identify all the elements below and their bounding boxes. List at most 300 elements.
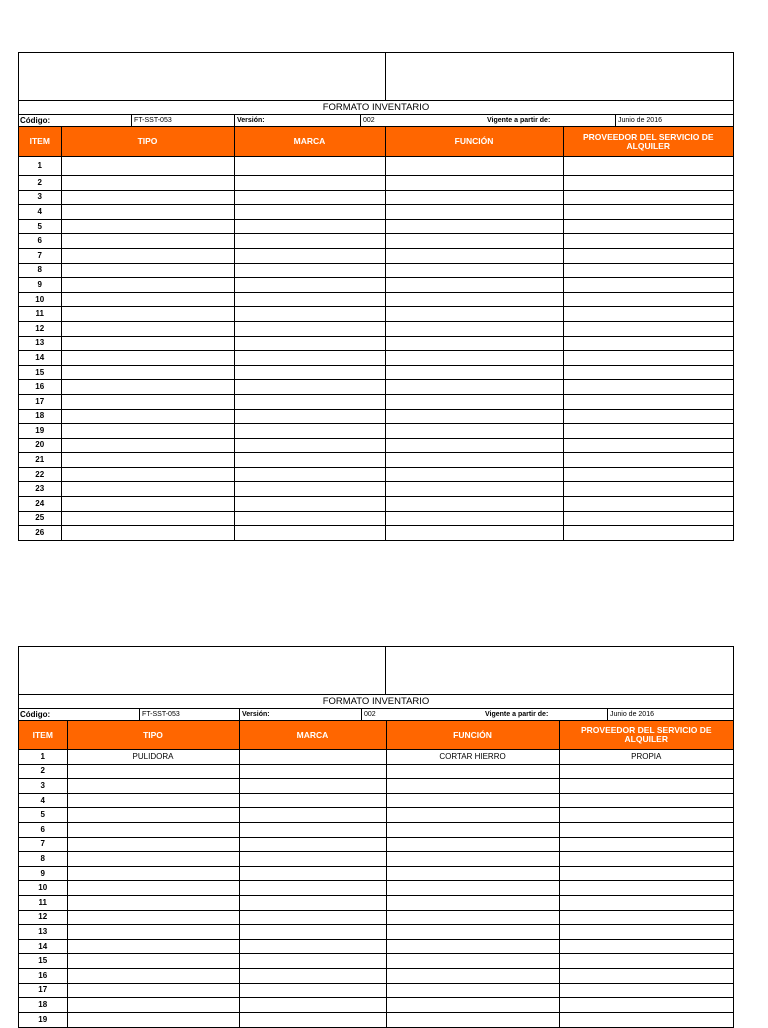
cell-tipo [61, 263, 234, 278]
cell-funcion [385, 409, 563, 424]
cell-funcion [385, 278, 563, 293]
form-title: FORMATO INVENTARIO [19, 695, 733, 709]
table-row [19, 263, 733, 278]
cell-funcion [386, 939, 559, 954]
cell-tipo [61, 365, 234, 380]
table-row [19, 351, 733, 366]
cell-marca [239, 1012, 386, 1027]
table-row [19, 336, 733, 351]
cell-item: 7 [19, 837, 67, 852]
cell-tipo [61, 292, 234, 307]
cell-marca [239, 866, 386, 881]
table-row [19, 954, 733, 969]
cell-item: 18 [19, 409, 61, 424]
cell-funcion [386, 954, 559, 969]
table-row [19, 764, 733, 779]
vigente-value: Junio de 2016 [615, 115, 733, 126]
logo-area-right [386, 647, 733, 694]
cell-marca [234, 176, 385, 191]
table-row [19, 852, 733, 867]
cell-funcion [385, 394, 563, 409]
table-row [19, 157, 733, 176]
table-row [19, 881, 733, 896]
cell-marca [239, 837, 386, 852]
version-value: 002 [361, 709, 483, 720]
cell-funcion [385, 336, 563, 351]
cell-marca [234, 263, 385, 278]
cell-proveedor [563, 205, 733, 220]
cell-proveedor [559, 852, 733, 867]
codigo-value: FT-SST-053 [131, 115, 234, 126]
cell-item: 2 [19, 764, 67, 779]
cell-funcion [385, 482, 563, 497]
cell-item: 17 [19, 983, 67, 998]
cell-marca [239, 793, 386, 808]
cell-proveedor [563, 497, 733, 512]
cell-item: 15 [19, 365, 61, 380]
cell-funcion [385, 365, 563, 380]
cell-tipo [61, 248, 234, 263]
cell-proveedor [563, 380, 733, 395]
cell-item: 5 [19, 808, 67, 823]
cell-proveedor [563, 248, 733, 263]
cell-tipo [61, 157, 234, 176]
cell-funcion [385, 248, 563, 263]
cell-funcion [386, 852, 559, 867]
cell-funcion [386, 822, 559, 837]
cell-tipo [67, 764, 239, 779]
cell-marca [239, 910, 386, 925]
cell-funcion [386, 983, 559, 998]
table-row [19, 190, 733, 205]
cell-marca [234, 321, 385, 336]
cell-item: 16 [19, 968, 67, 983]
cell-proveedor [563, 176, 733, 191]
table-header-row [19, 721, 733, 750]
cell-proveedor [559, 764, 733, 779]
codigo-label: Código: [20, 116, 51, 125]
form-title: FORMATO INVENTARIO [19, 101, 733, 115]
cell-item: 14 [19, 351, 61, 366]
table-row [19, 176, 733, 191]
cell-marca [234, 292, 385, 307]
column-header-tipo: TIPO [67, 721, 239, 750]
cell-tipo [67, 895, 239, 910]
cell-tipo [61, 424, 234, 439]
cell-marca [234, 482, 385, 497]
cell-item: 3 [19, 779, 67, 794]
table-row [19, 365, 733, 380]
cell-item: 23 [19, 482, 61, 497]
cell-item: 20 [19, 438, 61, 453]
table-row [19, 511, 733, 526]
form-meta-row [19, 115, 733, 127]
cell-proveedor [563, 409, 733, 424]
inventory-table [19, 721, 733, 1027]
cell-tipo [67, 852, 239, 867]
column-header-proveedor: PROVEEDOR DEL SERVICIO DE ALQUILER [563, 127, 733, 157]
column-header-item: ITEM [19, 127, 61, 157]
cell-proveedor [563, 321, 733, 336]
cell-marca [234, 409, 385, 424]
cell-tipo [61, 321, 234, 336]
cell-marca [239, 895, 386, 910]
logo-area-left [19, 647, 386, 694]
cell-funcion [386, 895, 559, 910]
cell-tipo [61, 394, 234, 409]
table-row [19, 910, 733, 925]
cell-funcion [385, 321, 563, 336]
cell-proveedor [563, 365, 733, 380]
cell-funcion [385, 351, 563, 366]
cell-funcion [385, 205, 563, 220]
cell-proveedor [559, 779, 733, 794]
cell-item: 11 [19, 895, 67, 910]
cell-tipo [61, 205, 234, 220]
table-row [19, 497, 733, 512]
cell-marca [234, 424, 385, 439]
cell-item: 11 [19, 307, 61, 322]
cell-marca [239, 998, 386, 1013]
inventory-form-1 [18, 52, 734, 541]
table-row [19, 779, 733, 794]
table-row [19, 822, 733, 837]
table-row [19, 292, 733, 307]
cell-marca [239, 939, 386, 954]
cell-funcion [385, 438, 563, 453]
cell-marca [234, 497, 385, 512]
cell-tipo [67, 866, 239, 881]
cell-proveedor [559, 998, 733, 1013]
cell-funcion [386, 910, 559, 925]
cell-tipo [67, 837, 239, 852]
table-row [19, 793, 733, 808]
cell-proveedor [563, 219, 733, 234]
table-row [19, 837, 733, 852]
cell-funcion [386, 866, 559, 881]
cell-item: 21 [19, 453, 61, 468]
cell-marca [234, 219, 385, 234]
cell-tipo [61, 497, 234, 512]
cell-item: 7 [19, 248, 61, 263]
cell-funcion [385, 307, 563, 322]
table-row [19, 998, 733, 1013]
cell-item: 4 [19, 205, 61, 220]
cell-marca [234, 365, 385, 380]
cell-item: 3 [19, 190, 61, 205]
cell-tipo [61, 438, 234, 453]
vigente-label: Vigente a partir de: [485, 711, 549, 718]
cell-funcion [386, 925, 559, 940]
cell-funcion [385, 292, 563, 307]
table-row [19, 219, 733, 234]
cell-proveedor [563, 424, 733, 439]
table-row [19, 895, 733, 910]
cell-funcion [386, 793, 559, 808]
cell-item: 8 [19, 263, 61, 278]
cell-item: 8 [19, 852, 67, 867]
column-header-funcion: FUNCIÓN [386, 721, 559, 750]
cell-marca [234, 307, 385, 322]
cell-funcion [386, 779, 559, 794]
cell-funcion [385, 157, 563, 176]
cell-tipo [61, 307, 234, 322]
table-header-row [19, 127, 733, 157]
cell-tipo [61, 526, 234, 541]
cell-funcion [386, 998, 559, 1013]
cell-proveedor [563, 336, 733, 351]
table-row [19, 234, 733, 249]
cell-proveedor [559, 939, 733, 954]
cell-tipo: PULIDORA [67, 750, 239, 765]
cell-proveedor [563, 157, 733, 176]
cell-funcion [385, 176, 563, 191]
cell-tipo [67, 983, 239, 998]
cell-item: 10 [19, 881, 67, 896]
cell-marca [234, 190, 385, 205]
cell-funcion [386, 837, 559, 852]
table-row [19, 925, 733, 940]
cell-tipo [67, 998, 239, 1013]
cell-proveedor [563, 453, 733, 468]
codigo-label: Código: [20, 710, 51, 719]
column-header-item: ITEM [19, 721, 67, 750]
cell-tipo [61, 511, 234, 526]
table-row [19, 968, 733, 983]
cell-item: 12 [19, 910, 67, 925]
form-header-logo-row [19, 53, 733, 101]
cell-marca [234, 526, 385, 541]
cell-proveedor [559, 968, 733, 983]
cell-tipo [67, 793, 239, 808]
cell-funcion [385, 497, 563, 512]
cell-item: 19 [19, 1012, 67, 1027]
version-label: Versión: [239, 709, 361, 720]
cell-proveedor [563, 511, 733, 526]
vigente-value: Junio de 2016 [607, 709, 733, 720]
table-row [19, 394, 733, 409]
cell-proveedor [559, 837, 733, 852]
cell-proveedor [559, 793, 733, 808]
cell-marca [239, 764, 386, 779]
cell-item: 4 [19, 793, 67, 808]
cell-item: 25 [19, 511, 61, 526]
logo-area-right [386, 53, 733, 100]
cell-item: 18 [19, 998, 67, 1013]
cell-marca [239, 954, 386, 969]
table-row [19, 307, 733, 322]
cell-item: 2 [19, 176, 61, 191]
cell-marca [234, 394, 385, 409]
cell-tipo [61, 278, 234, 293]
column-header-tipo: TIPO [61, 127, 234, 157]
cell-proveedor [559, 895, 733, 910]
cell-proveedor [563, 263, 733, 278]
cell-marca [234, 157, 385, 176]
version-label: Versión: [234, 115, 360, 126]
cell-tipo [61, 482, 234, 497]
inventory-table [19, 127, 733, 540]
cell-marca [239, 968, 386, 983]
cell-tipo [61, 219, 234, 234]
cell-item: 6 [19, 234, 61, 249]
cell-proveedor [559, 822, 733, 837]
cell-marca [239, 852, 386, 867]
cell-proveedor [563, 394, 733, 409]
table-row [19, 939, 733, 954]
cell-item: 6 [19, 822, 67, 837]
cell-funcion [385, 263, 563, 278]
cell-proveedor [563, 438, 733, 453]
cell-tipo [67, 822, 239, 837]
cell-funcion [385, 526, 563, 541]
cell-funcion [386, 1012, 559, 1027]
cell-tipo [61, 336, 234, 351]
cell-proveedor [559, 866, 733, 881]
cell-funcion [386, 968, 559, 983]
cell-marca [234, 234, 385, 249]
cell-item: 13 [19, 925, 67, 940]
cell-marca [234, 453, 385, 468]
cell-marca [234, 205, 385, 220]
cell-proveedor [559, 881, 733, 896]
table-row [19, 808, 733, 823]
cell-marca [234, 380, 385, 395]
table-row [19, 453, 733, 468]
form-header-logo-row [19, 647, 733, 695]
cell-funcion [385, 511, 563, 526]
cell-funcion [385, 190, 563, 205]
table-row [19, 526, 733, 541]
cell-marca [234, 336, 385, 351]
cell-funcion [385, 219, 563, 234]
cell-item: 26 [19, 526, 61, 541]
cell-proveedor [559, 954, 733, 969]
cell-item: 19 [19, 424, 61, 439]
cell-funcion [386, 808, 559, 823]
inventory-form-2 [18, 646, 734, 1028]
cell-tipo [61, 467, 234, 482]
cell-proveedor [559, 983, 733, 998]
column-header-proveedor: PROVEEDOR DEL SERVICIO DE ALQUILER [559, 721, 733, 750]
cell-tipo [67, 1012, 239, 1027]
column-header-marca: MARCA [239, 721, 386, 750]
cell-funcion [386, 881, 559, 896]
cell-tipo [67, 910, 239, 925]
cell-proveedor [563, 467, 733, 482]
cell-proveedor [563, 526, 733, 541]
cell-marca [239, 925, 386, 940]
table-row [19, 205, 733, 220]
table-row [19, 424, 733, 439]
cell-marca [234, 467, 385, 482]
cell-item: 12 [19, 321, 61, 336]
cell-item: 5 [19, 219, 61, 234]
cell-proveedor: PROPIA [559, 750, 733, 765]
cell-tipo [67, 954, 239, 969]
cell-funcion [385, 234, 563, 249]
table-row [19, 380, 733, 395]
cell-proveedor [563, 482, 733, 497]
cell-tipo [61, 351, 234, 366]
table-row [19, 278, 733, 293]
cell-item: 1 [19, 157, 61, 176]
cell-item: 17 [19, 394, 61, 409]
cell-funcion [385, 424, 563, 439]
cell-funcion [385, 467, 563, 482]
cell-funcion: CORTAR HIERRO [386, 750, 559, 765]
table-row [19, 866, 733, 881]
cell-tipo [61, 380, 234, 395]
table-row [19, 438, 733, 453]
table-row [19, 409, 733, 424]
cell-funcion [385, 453, 563, 468]
cell-marca [239, 822, 386, 837]
cell-item: 15 [19, 954, 67, 969]
cell-tipo [67, 939, 239, 954]
cell-proveedor [563, 292, 733, 307]
cell-proveedor [559, 808, 733, 823]
cell-item: 9 [19, 866, 67, 881]
table-row [19, 750, 733, 765]
cell-tipo [67, 925, 239, 940]
vigente-label: Vigente a partir de: [487, 117, 551, 124]
column-header-funcion: FUNCIÓN [385, 127, 563, 157]
cell-marca [239, 983, 386, 998]
cell-marca [239, 779, 386, 794]
cell-proveedor [563, 278, 733, 293]
cell-proveedor [559, 910, 733, 925]
cell-item: 22 [19, 467, 61, 482]
cell-tipo [61, 176, 234, 191]
cell-marca [234, 511, 385, 526]
cell-tipo [67, 881, 239, 896]
cell-marca [239, 808, 386, 823]
cell-tipo [61, 190, 234, 205]
version-value: 002 [360, 115, 486, 126]
cell-item: 1 [19, 750, 67, 765]
cell-marca [234, 248, 385, 263]
column-header-marca: MARCA [234, 127, 385, 157]
cell-tipo [61, 453, 234, 468]
form-meta-row [19, 709, 733, 721]
table-row [19, 482, 733, 497]
cell-marca [239, 881, 386, 896]
cell-item: 10 [19, 292, 61, 307]
cell-funcion [386, 764, 559, 779]
cell-item: 24 [19, 497, 61, 512]
cell-proveedor [563, 307, 733, 322]
cell-tipo [67, 808, 239, 823]
table-row [19, 1012, 733, 1027]
cell-tipo [61, 234, 234, 249]
table-row [19, 248, 733, 263]
table-row [19, 983, 733, 998]
cell-proveedor [559, 1012, 733, 1027]
table-row [19, 467, 733, 482]
cell-item: 9 [19, 278, 61, 293]
cell-tipo [61, 409, 234, 424]
cell-marca [234, 438, 385, 453]
cell-funcion [385, 380, 563, 395]
cell-tipo [67, 779, 239, 794]
cell-marca [234, 351, 385, 366]
logo-area-left [19, 53, 386, 100]
table-row [19, 321, 733, 336]
cell-item: 16 [19, 380, 61, 395]
cell-tipo [67, 968, 239, 983]
codigo-value: FT-SST-053 [139, 709, 239, 720]
